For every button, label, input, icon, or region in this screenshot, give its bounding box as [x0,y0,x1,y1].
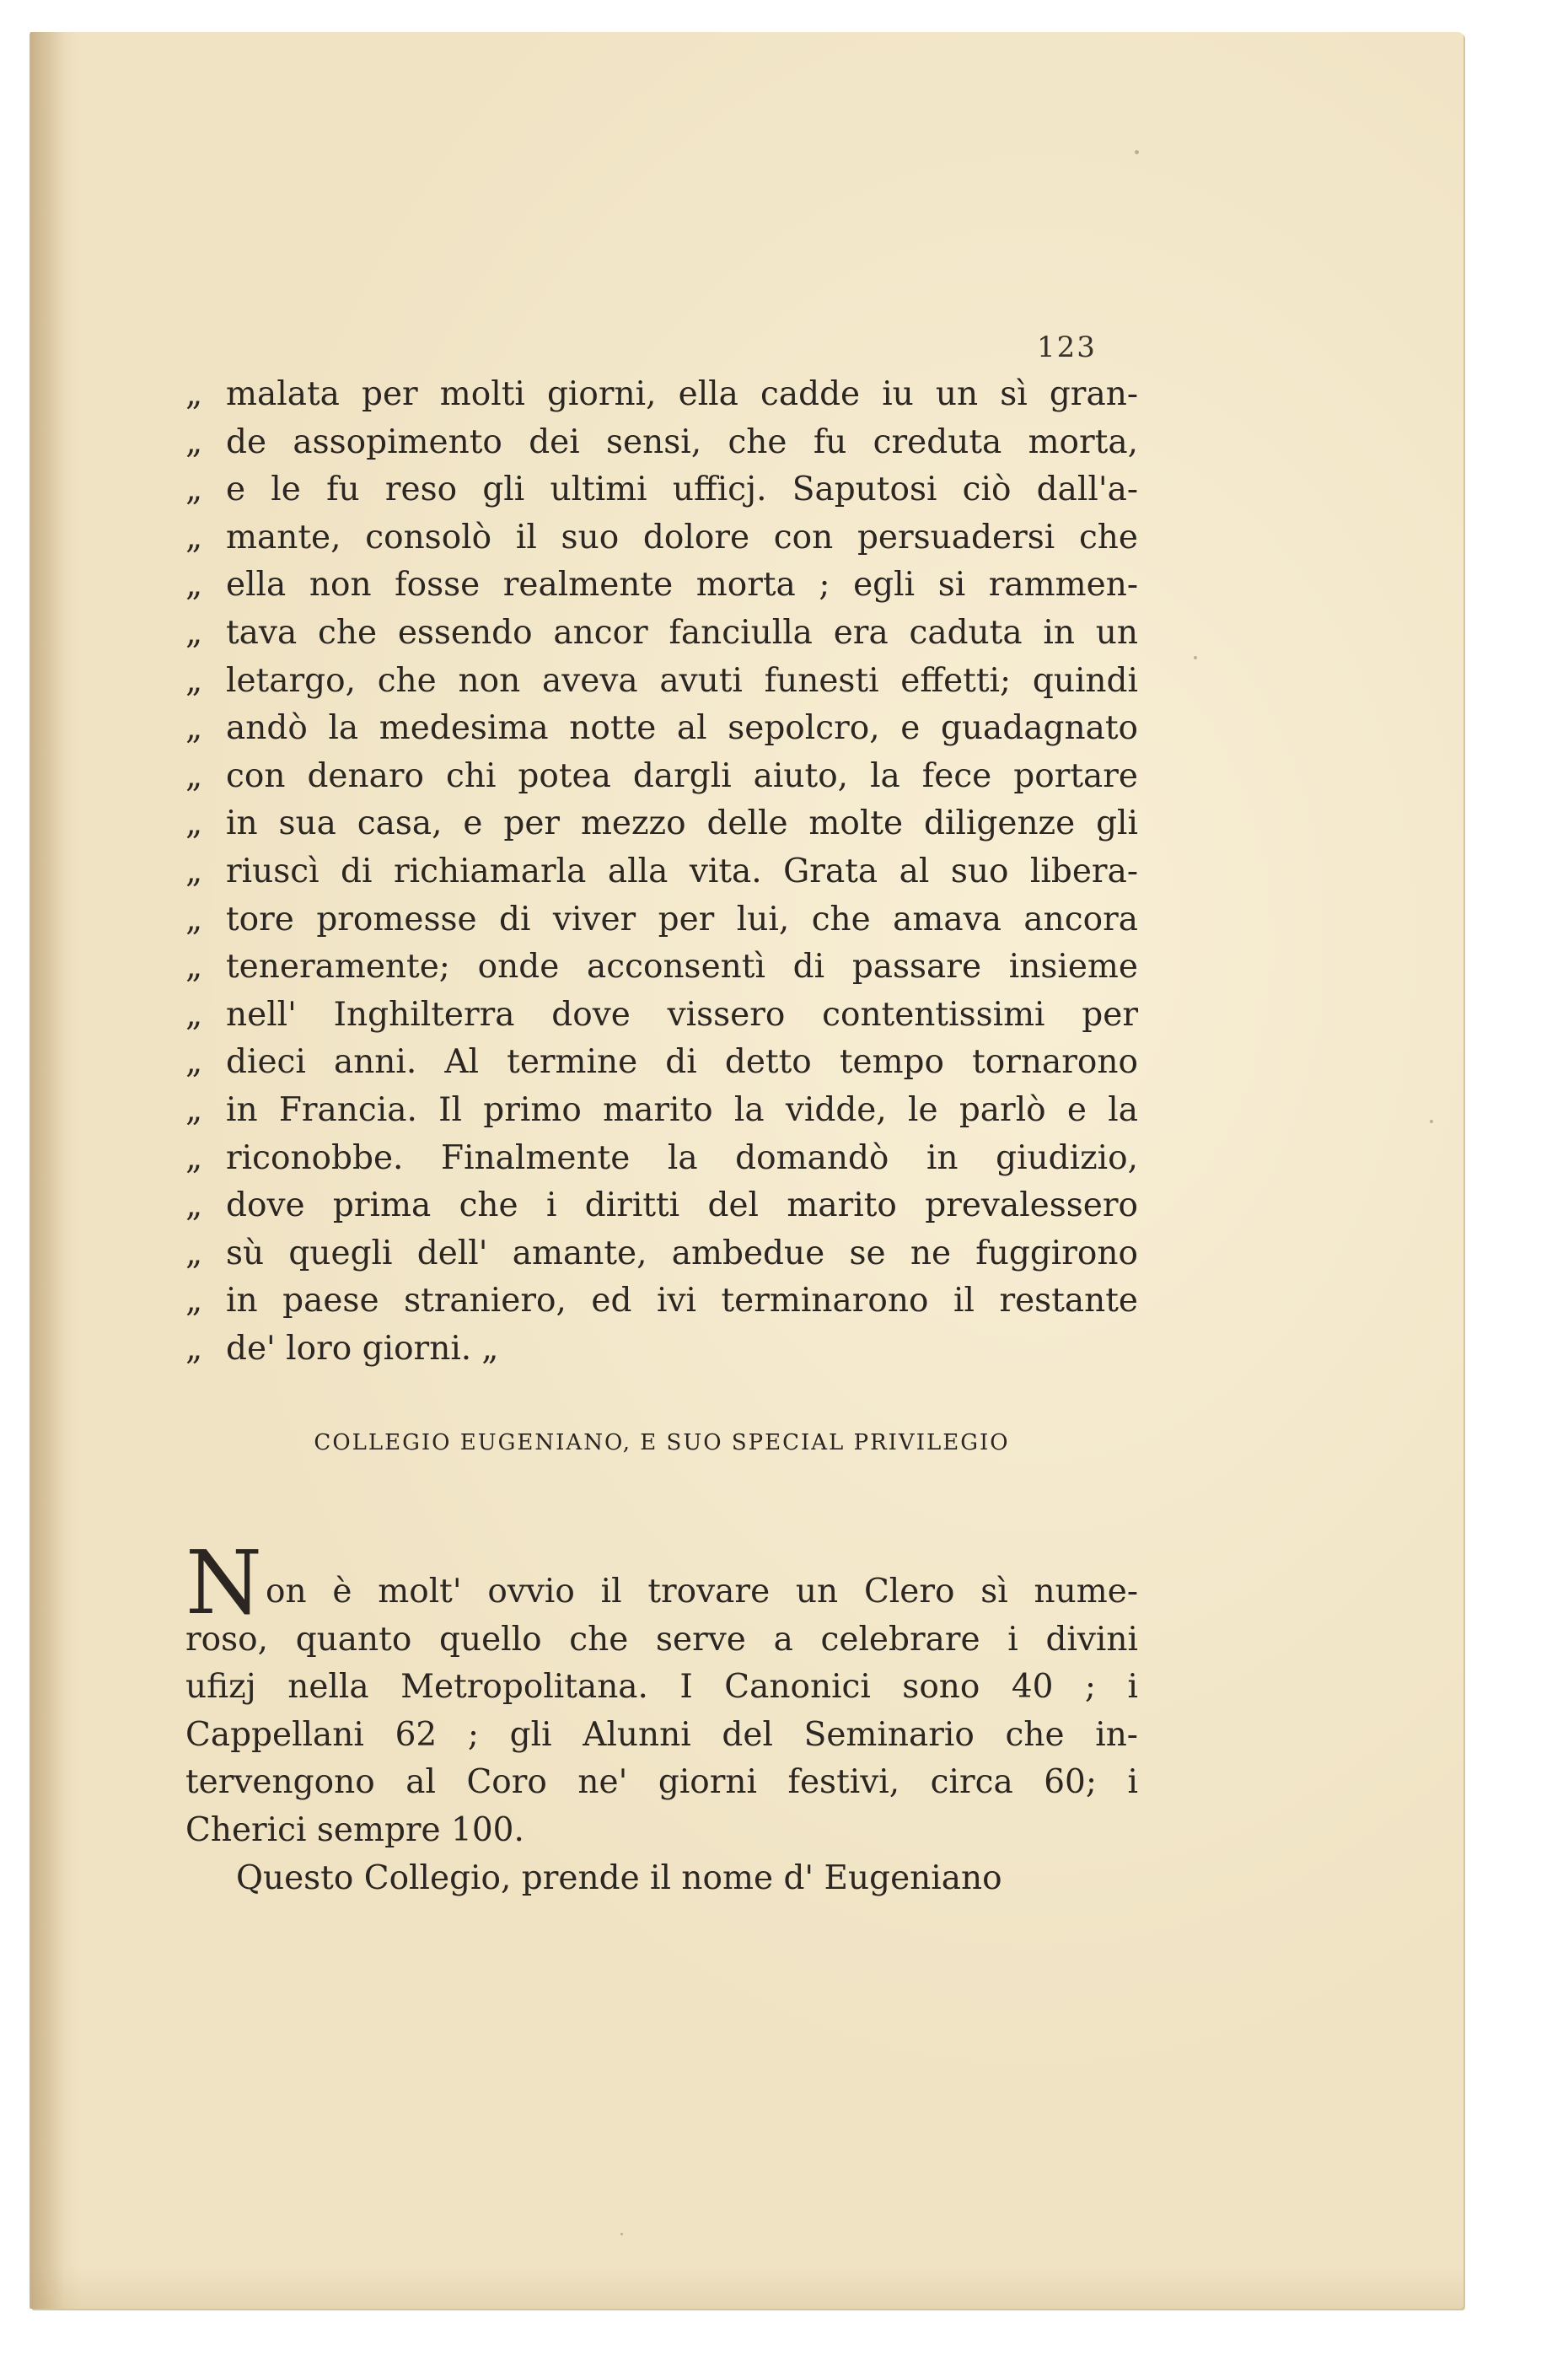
quoted-line-text: andò la medesima notte al sepolcro, e guadagnato [226,709,1138,748]
quoted-line [185,1230,1138,1278]
quoted-line [185,800,1138,848]
quoted-line [185,1277,1138,1326]
quote-mark: „ [185,422,203,461]
quoted-line [185,992,1138,1040]
quote-mark: „ [185,900,203,938]
page-gutter-shadow [30,32,64,2309]
quote-mark: „ [185,518,203,557]
quoted-line [185,371,1138,419]
body-line: tervengono al Coro ne' giorni festivi, circa 60; i [185,1763,1138,1802]
quoted-line-text: e le fu reso gli ultimi ufficj. Saputosi ciò dall'a- [226,471,1138,509]
quoted-line-text: in Francia. Il primo marito la vidde, le parlò e la [226,1090,1138,1129]
quoted-line-text: ella non fosse realmente morta ; egli si rammen- [226,566,1138,605]
quote-mark: „ [185,1329,203,1368]
quoted-line-text: dieci anni. Al termine di detto tempo tornarono [226,1043,1138,1082]
page-number: 123 [1037,331,1097,364]
quote-mark: „ [185,709,203,748]
quoted-line [185,1087,1138,1135]
quoted-line-text: con denaro chi potea dargli aiuto, la fece portare [226,756,1138,795]
quote-mark: „ [185,852,203,890]
body-line-text: on è molt' ovvio il trovare un Clero sì nume- [266,1573,1138,1611]
quoted-line [185,466,1138,514]
quoted-line-text: tore promesse di viver per lui, che amava ancora [226,900,1138,938]
quote-mark: „ [185,375,203,413]
section-heading: COLLEGIO EUGENIANO, E SUO SPECIAL PRIVILEGIO [314,1430,1010,1455]
quote-mark: „ [185,613,203,652]
quoted-line-text: tava che essendo ancor fanciulla era caduta in un [226,613,1138,652]
quoted-line-text: dove prima che i diritti del marito prevalessero [226,1186,1138,1225]
quote-mark: „ [185,661,203,700]
quoted-line-text: malata per molti giorni, ella cadde iu un sì gran- [226,375,1138,413]
quoted-line [185,944,1138,992]
quoted-line [185,1039,1138,1087]
body-last-line: Questo Collegio, prende il nome d' Eugeniano [236,1858,1002,1897]
body-line: ufizj nella Metropolitana. I Canonici sono 40 ; i [185,1668,1138,1707]
quote-mark: „ [185,1234,203,1272]
body-line: Cherici sempre 100. [185,1810,524,1849]
quoted-line-text: de' loro giorni. [226,1329,472,1368]
quoted-line [185,753,1138,801]
quote-mark: „ [185,1186,203,1225]
quoted-line-text: riconobbe. Finalmente la domandò in giudizio, [226,1138,1138,1177]
quote-mark: „ [185,948,203,987]
quote-mark: „ [185,1090,203,1129]
quoted-line-text: teneramente; onde acconsentì di passare insieme [226,948,1138,987]
quote-mark: „ [185,471,203,509]
quoted-line-text: sù quegli dell' amante, ambedue se ne fuggirono [226,1234,1138,1272]
body-first-line [185,1530,1138,1634]
quoted-line-text: in paese straniero, ed ivi terminarono il restante [226,1282,1138,1320]
quoted-line-text: riuscì di richiamarla alla vita. Grata al suo libera- [226,852,1138,890]
quoted-line-text: nell' Inghilterra dove vissero contentissimi per [226,995,1138,1034]
quote-mark: „ [185,756,203,795]
quote-mark: „ [185,995,203,1034]
closing-quote-mark: „ [481,1329,499,1368]
drop-cap: N [185,1530,262,1634]
quoted-line [185,1182,1138,1230]
quoted-line-text: mante, consolò il suo dolore con persuadersi che [226,518,1138,557]
quoted-line [185,848,1138,896]
quoted-line [185,514,1138,562]
quoted-line-text: de assopimento dei sensi, che fu creduta morta, [226,422,1138,461]
quote-mark: „ [185,566,203,605]
quoted-line [185,419,1138,467]
quote-mark: „ [185,1043,203,1082]
quoted-line [185,705,1138,753]
quoted-passage [185,371,1138,1373]
quoted-line [185,562,1138,610]
body-line: roso, quanto quello che serve a celebrare i divini [185,1620,1138,1659]
quote-mark: „ [185,1282,203,1320]
body-line: Cappellani 62 ; gli Alunni del Seminario che in- [185,1715,1138,1754]
quote-mark: „ [185,1138,203,1177]
quote-mark: „ [185,804,203,843]
quoted-line [185,1135,1138,1183]
quoted-line-text: letargo, che non aveva avuti funesti effetti; quindi [226,661,1138,700]
quoted-line-text: in sua casa, e per mezzo delle molte diligenze gli [226,804,1138,843]
quoted-line [185,1326,1138,1374]
quoted-line [185,896,1138,944]
quoted-line [185,610,1138,658]
section-body [185,1530,1138,1902]
quoted-line [185,658,1138,706]
